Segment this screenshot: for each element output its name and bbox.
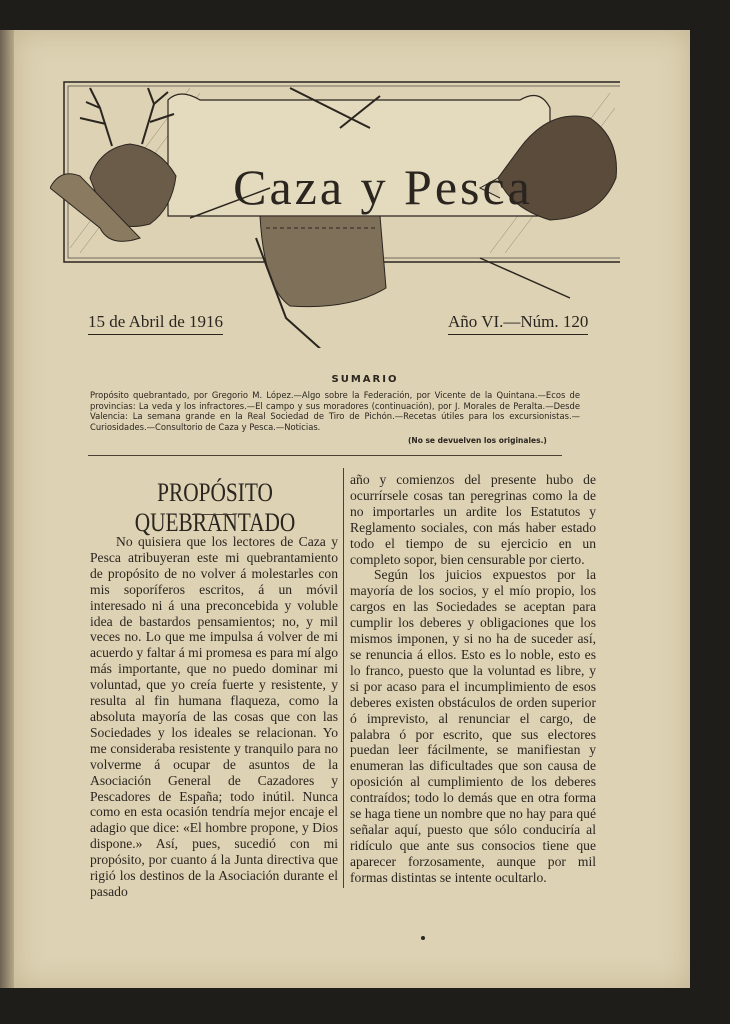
issue-number: Año VI.—Núm. 120 bbox=[448, 312, 588, 335]
masthead-illustration bbox=[50, 48, 620, 248]
printer-mark bbox=[421, 936, 425, 940]
page-binding-edge bbox=[0, 30, 14, 988]
title-underline bbox=[192, 514, 236, 515]
section-divider bbox=[88, 455, 562, 456]
summary-text: Propósito quebrantado, por Gregorio M. López.—Algo sobre la Federación, por Vicente de la Quintana.—Ecos de provincias: La veda y los infractores.—El campo y sus moradores (continuación), por J. Morales de Peralta.—Desde Valencia: La semana grande en la Real Sociedad de Tiro de Pichón.—Recetas útiles para los excursionistas.—Curiosidades.—Consultorio de Caza y Pesca.—Noticias. bbox=[90, 390, 580, 433]
article-paragraph: Según los juicios expuestos por la mayoría de los socios, y el mío propio, los cargos en las Sociedades se aceptan para cumplir los deberes y obligaciones que los mismos imponen, y si no ha de suceder así, se renuncia á ellos. Esto es lo noble, esto es lo franco, puesto que la voluntad es libre, y si por acaso para el incumplimiento de esos deberes existen obstáculos de orden superior ó imprevisto, al renunciar el cargo, de palabra ó por escrito, que sus electores puedan leer fácilmente, se manifiestan y enumeran las dificultades que son causa de oposición al cumplimiento de los deberes contraídos; todo lo demás que en otra forma se haga tiene un nombre que no hay para qué señalar aquí, puesto que sólo conduciría al ridículo que ante sus consocios tiene que aparecer forzosamente, aunque por mil formas distintas se intente ocultarlo. bbox=[350, 567, 596, 885]
issue-date: 15 de Abril de 1916 bbox=[88, 312, 223, 335]
magazine-title: Caza y Pesca bbox=[233, 159, 533, 215]
article-column-right bbox=[350, 472, 596, 886]
article-paragraph: año y comienzos del presente hubo de ocurrírsele cosas tan peregrinas como la de no importarles un ardite los Estatutos y Reglamento sociales, con más haber estado todo el tiempo de su ejercicio en un completo sopor, bien censurable por cierto. bbox=[350, 472, 596, 567]
article-column-left: No quisiera que los lectores de Caza y Pesca atribuyeran este mi quebrantamiento de propósito de no volver á molestarles con mis soporíferos escritos, á un móvil interesado ni á una preconcebida y voluble idea de bastardos pensamientos; no, y mil veces no. Lo que me impulsa á volver de mi acuerdo y faltar á mi promesa es para mí algo más importante, que no puedo dominar mi voluntad, que yo creía fuerte y resistente, y resulta al fin humana flaqueza, como la absoluta mayoría de las cosas que con las Sociedades y los ideales se relacionan. Yo me consideraba resistente y tranquilo para no volverme á ocupar de asuntos de la Asociación General de Cazadores y Pescadores de España; todo inútil. Nunca como en esta ocasión tendría mejor encaje el adagio que dice: «El hombre propone, y Dios dispone.» Así, pues, sucedió con mi propósito, por cuanto á la Junta directiva que rigió los destinos de la Asociación durante el pasado bbox=[90, 534, 338, 899]
game-bag-icon bbox=[256, 216, 386, 348]
column-divider bbox=[343, 468, 344, 888]
article-title: PROPÓSITO QUEBRANTADO bbox=[134, 478, 296, 537]
summary-heading: SUMARIO bbox=[331, 374, 399, 385]
originals-note: (No se devuelven los originales.) bbox=[408, 436, 547, 445]
